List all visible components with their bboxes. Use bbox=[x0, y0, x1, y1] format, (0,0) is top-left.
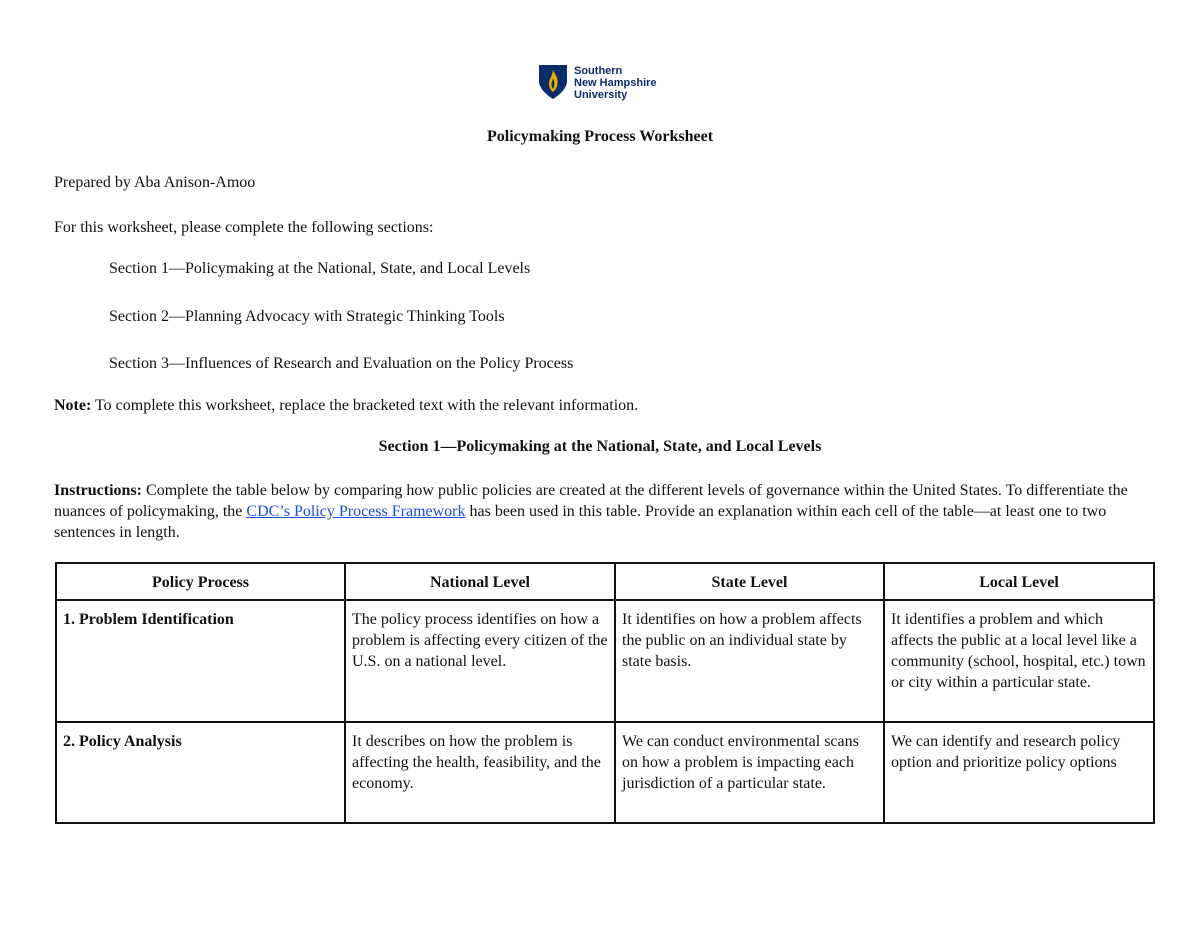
table-row bbox=[56, 722, 1154, 823]
section-1-heading: Section 1—Policymaking at the National, State, and Local Levels bbox=[378, 438, 822, 455]
table-row bbox=[56, 600, 1154, 722]
cell-national: The policy process identifies on how a problem is affecting every citizen of the U.S. on a national level. bbox=[345, 600, 615, 722]
shield-flame-icon bbox=[538, 64, 568, 100]
section-list-item-2: Section 2—Planning Advocacy with Strategic Thinking Tools bbox=[109, 308, 505, 325]
cell-state: We can conduct environmental scans on how a problem is impacting each jurisdiction of a particular state. bbox=[615, 722, 884, 823]
cell-process: 2. Policy Analysis bbox=[56, 722, 345, 823]
header-local-level: Local Level bbox=[884, 563, 1154, 600]
logo-line-3: University bbox=[574, 89, 628, 101]
header-state-level: State Level bbox=[615, 563, 884, 600]
instructions-text-1: Complete the table below by comparing how public policies are created at the different levels of governance within the United States. To differentiate the nuances of policymaking, the bbox=[54, 482, 1128, 520]
section-list-item-3: Section 3—Influences of Research and Evaluation on the Policy Process bbox=[109, 355, 574, 372]
cell-local: We can identify and research policy option and prioritize policy options bbox=[884, 722, 1154, 823]
instructions bbox=[54, 480, 1144, 543]
university-logo bbox=[538, 64, 657, 101]
cell-process: 1. Problem Identification bbox=[56, 600, 345, 722]
table-header-row bbox=[56, 563, 1154, 600]
cell-local: It identifies a problem and which affects the public at a local level like a community (school, hospital, etc.) town or city within a particular state. bbox=[884, 600, 1154, 722]
header-national-level: National Level bbox=[345, 563, 615, 600]
cdc-framework-link[interactable]: CDC’s Policy Process Framework bbox=[246, 503, 466, 520]
note-label: Note: bbox=[54, 397, 92, 414]
instructions-label: Instructions: bbox=[54, 482, 143, 499]
logo-line-2: New Hampshire bbox=[574, 77, 657, 89]
header-policy-process: Policy Process bbox=[56, 563, 345, 600]
logo-line-1: Southern bbox=[574, 65, 623, 77]
intro-text: For this worksheet, please complete the following sections: bbox=[54, 219, 434, 236]
page-title: Policymaking Process Worksheet bbox=[486, 128, 714, 145]
policy-process-table bbox=[55, 562, 1155, 824]
prepared-by: Prepared by Aba Anison-Amoo bbox=[54, 174, 256, 191]
instructions-text-2: has been used in this table. Provide an explanation within each cell of the table—at least one to two sentences in length. bbox=[54, 503, 1107, 541]
logo-wordmark bbox=[574, 65, 657, 101]
note bbox=[54, 397, 638, 415]
cell-state: It identifies on how a problem affects the public on an individual state by state basis. bbox=[615, 600, 884, 722]
section-list-item-1: Section 1—Policymaking at the National, State, and Local Levels bbox=[109, 260, 531, 277]
cell-national: It describes on how the problem is affecting the health, feasibility, and the economy. bbox=[345, 722, 615, 823]
note-text: To complete this worksheet, replace the bracketed text with the relevant information. bbox=[91, 397, 639, 414]
